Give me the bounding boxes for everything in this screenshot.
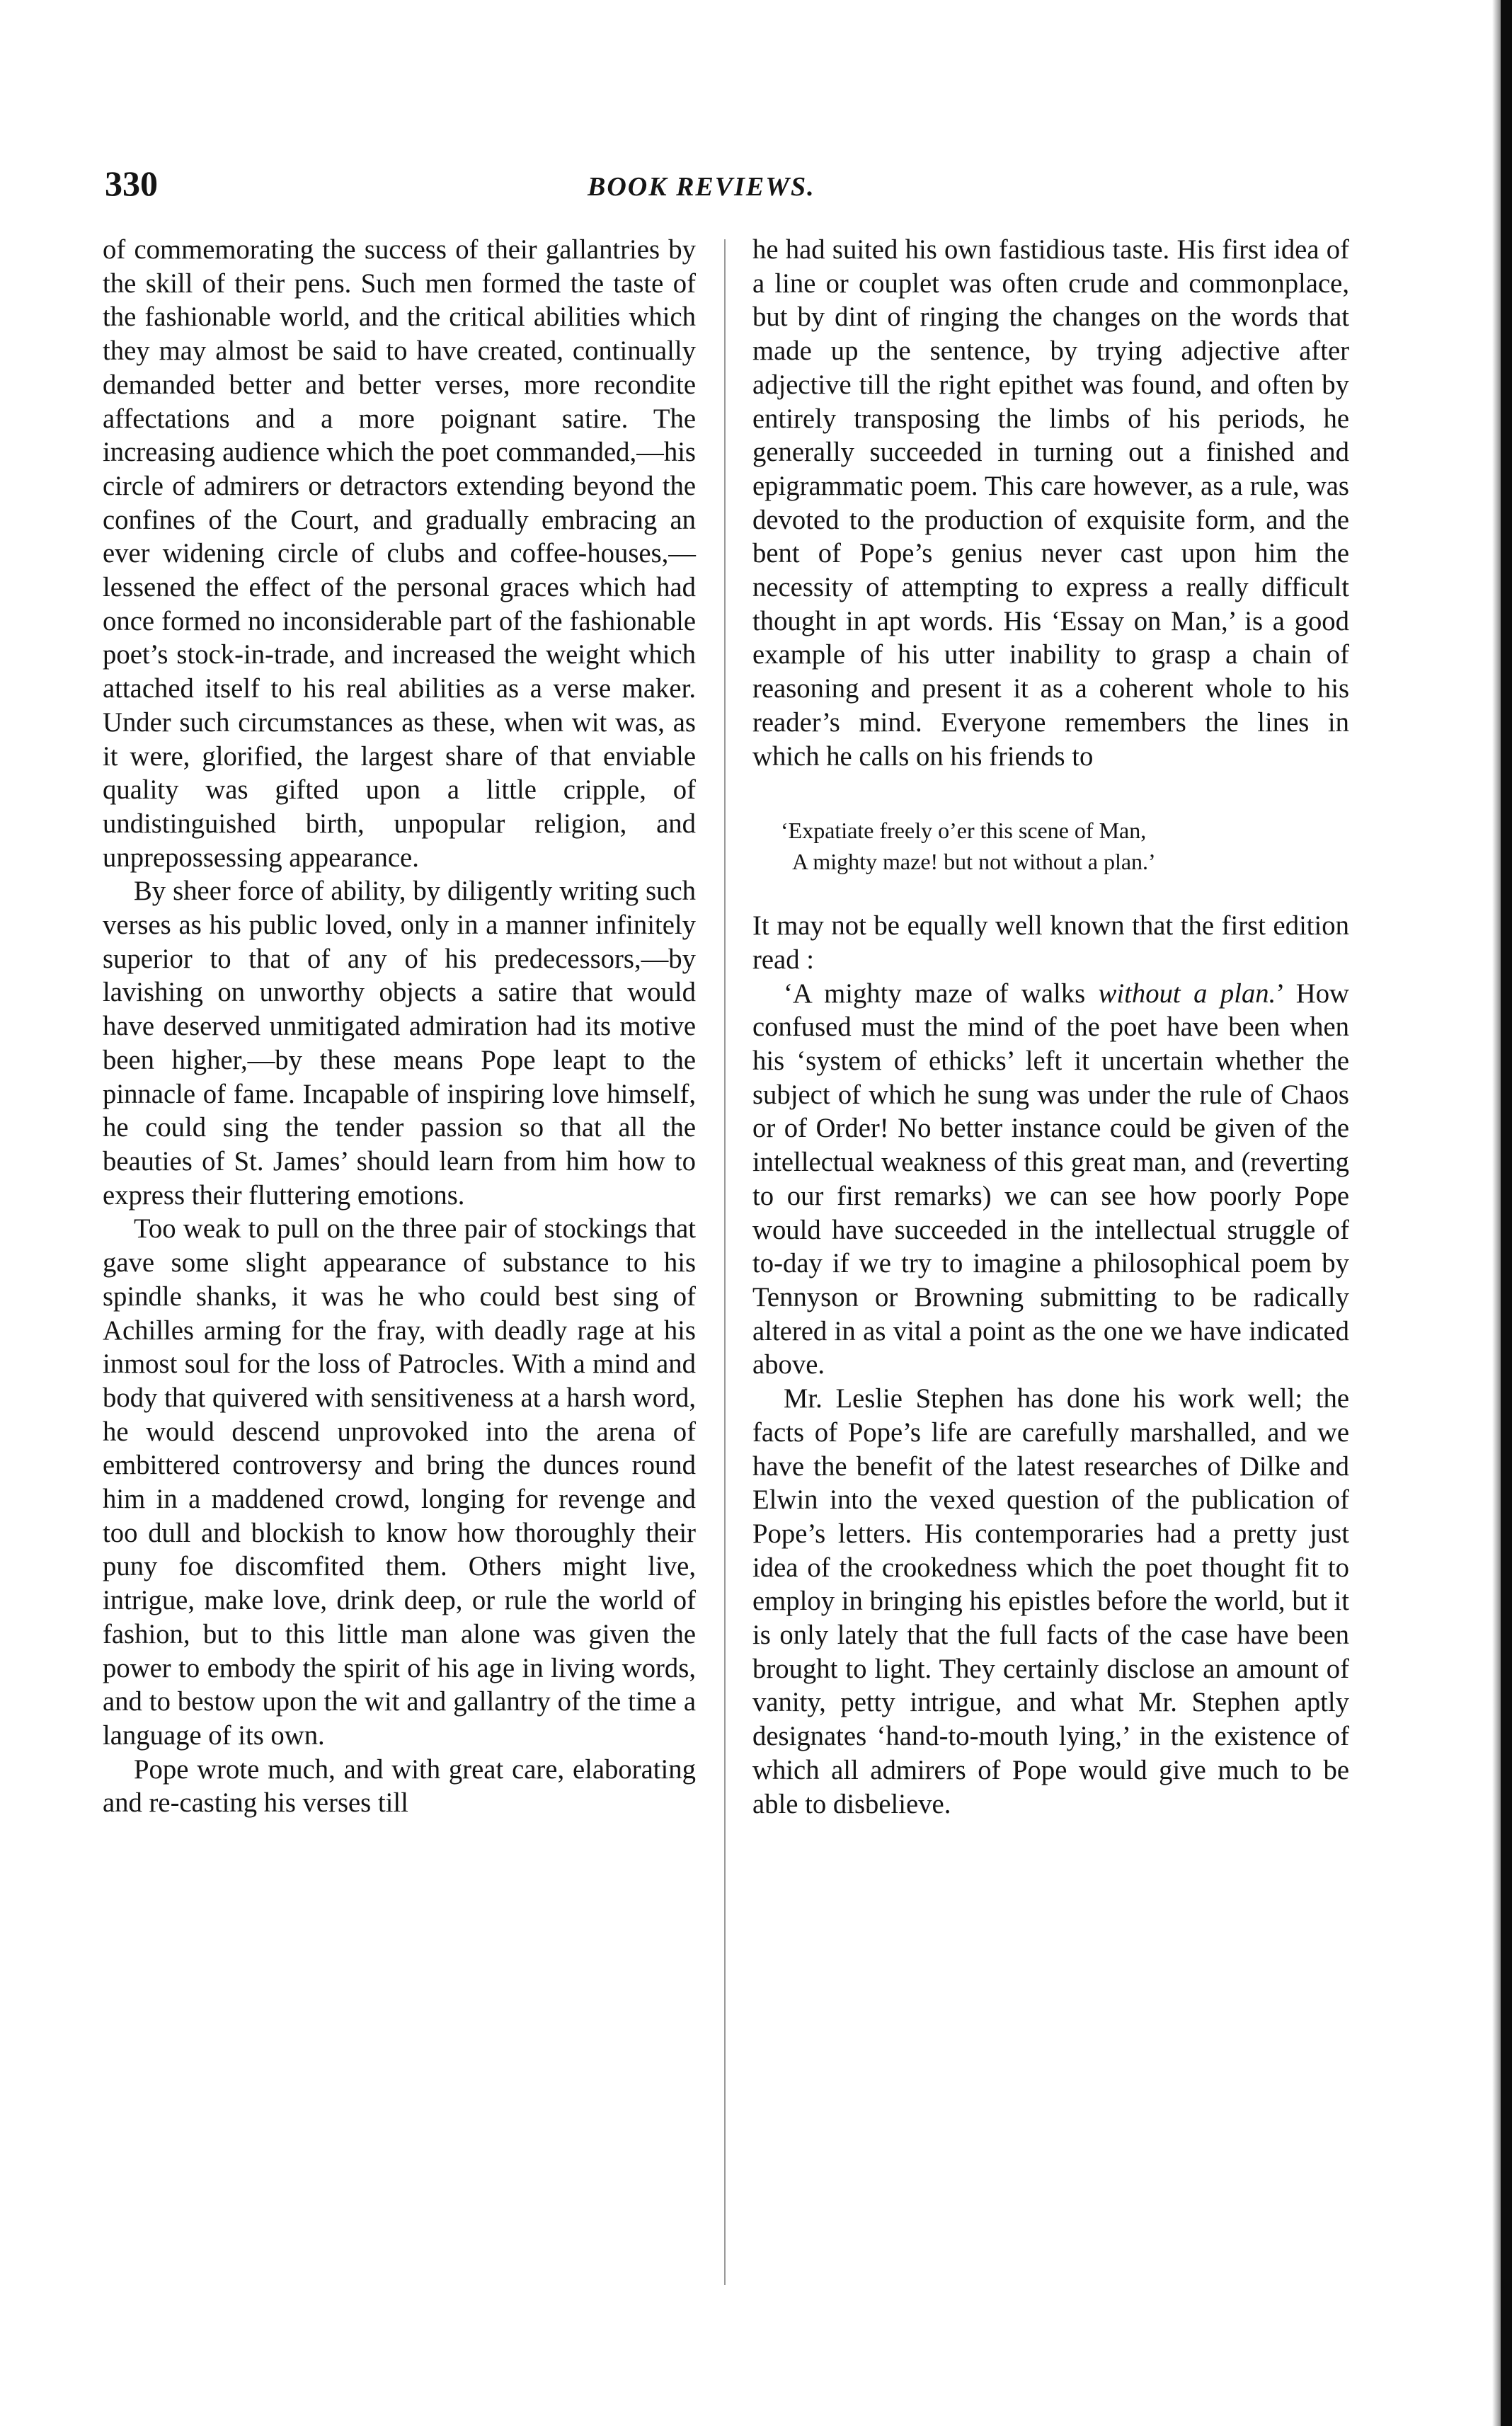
running-head: BOOK REVIEWS. (588, 172, 815, 202)
right-paragraph-2: It may not be equally well known that the first edition read : (752, 911, 1349, 975)
right-column (752, 234, 1349, 1821)
page-binding-edge (1501, 0, 1512, 2426)
verse-line-2: A mighty maze! but not without a plan.’ (792, 849, 1156, 875)
left-paragraph-3: Too weak to pull on the three pair of stockings that gave some slight appearance of substance to his spindle shanks, it was he who could best sing of Achilles arming for the fray, with deadly rage at his inmost soul for the loss of Patrocles. With a mind and body that quivered with sensitiveness at a harsh word, he would descend unprovoked into the arena of embittered controversy and bring the dunces round him in a maddened crowd, longing for revenge and too dull and blockish to know how thoroughly their puny foe discomfited them. Others might live, intrigue, make love, drink deep, or rule the world of fashion, but to this little man alone was given the power to embody the spirit of his age in living words, and to bestow upon the wit and gallantry of the time a language of its own. (103, 1214, 696, 1751)
right-paragraph-4: Mr. Leslie Stephen has done his work well; the facts of Pope’s life are carefully marshalled, and we have the benefit of the latest researches of Dilke and Elwin into the vexed question of the publication of Pope’s letters. His contemporaries had a pretty just idea of the crookedness which the poet thought fit to employ in bringing his epistles before the world, but it is only lately that the full facts of the case have been brought to light. They certainly disclose an amount of vanity, petty intrigue, and what Mr. Stephen aptly designates ‘hand-to-mouth lying,’ in the existence of which all admirers of Pope would give much to be able to disbelieve. (752, 1384, 1349, 1819)
first-edition-quote-rest: ’ How confused must the mind of the poet have been when his ‘system of ethicks’ left it uncertain whether the subject of which he sung was under the rule of Chaos or of Order! No better instance could be given of the intellectual weakness of this great man, and (reverting to our first remarks) we can see how poorly Pope would have succeeded in the intellectual struggle of to-day if we try to imagine a philosophical poem by Tennyson or Browning submitting to be radically altered in as vital a point as the one we have indicated above. (752, 978, 1349, 1380)
verse-quotation (781, 815, 1349, 877)
left-paragraph-1: of commemorating the success of their gallantries by the skill of their pens. Such men formed the taste of the fashionable world, and the critical abilities which they may almost be said to have created, continually demanded better and better verses, more recondite affectations and a more poignant satire. The increasing audience which the poet commanded,—his circle of admirers or detractors extending beyond the confines of the Court, and gradually embracing an ever widening circle of clubs and coffee-houses,—lessened the effect of the personal graces which had once formed no inconsiderable part of the fashionable poet’s stock-in-trade, and increased the weight which attached itself to his real abilities as a verse maker. Under such circumstances as these, when wit was, as it were, glorified, the largest share of that enviable quality was gifted upon a little cripple, of undistinguished birth, unpopular religion, and unprepossessing appearance. (103, 235, 696, 873)
right-paragraph-1: he had suited his own fastidious taste. His first idea of a line or couplet was often crude and commonplace, but by dint of ringing the changes on the words that made up the sentence, by trying adjective after adjective till the right epithet was found, and often by entirely transposing the limbs of his periods, he generally succeeded in turning out a finished and epigrammatic poem. This care however, as a rule, was devoted to the production of exquisite form, and the bent of Pope’s genius never cast upon him the necessity of attempting to express a really difficult thought in apt words. His ‘Essay on Man,’ is a good example of his utter inability to grasp a chain of reasoning and present it as a coherent whole to his reader’s mind. Everyone remembers the lines in which he calls on his friends to (752, 235, 1349, 772)
first-edition-quote-italic: without a plan. (1098, 978, 1276, 1009)
left-paragraph-2: By sheer force of ability, by diligently writing such verses as his public loved, only in a manner infinitely superior to that of any of his predecessors,—by lavishing on unworthy objects a satire that would have deserved unmitigated admiration had its motive been higher,—by these means Pope leapt to the pinnacle of fame. Incapable of inspiring love himself, he could sing the tender passion so that all the beauties of St. James’ should learn from him how to express their fluttering emotions. (103, 876, 696, 1211)
verse-line-1: ‘Expatiate freely o’er this scene of Man, (781, 818, 1147, 844)
left-column (103, 234, 696, 1821)
first-edition-quote-start: ‘A mighty maze of walks (784, 978, 1099, 1009)
page-edge-shadow (1492, 0, 1501, 2426)
right-paragraph-3 (752, 978, 1349, 1383)
page-header (105, 157, 855, 214)
page-number: 330 (105, 164, 158, 203)
left-paragraph-4: Pope wrote much, and with great care, elaborating and re-casting his verses till (103, 1754, 696, 1819)
column-divider (724, 239, 726, 2285)
